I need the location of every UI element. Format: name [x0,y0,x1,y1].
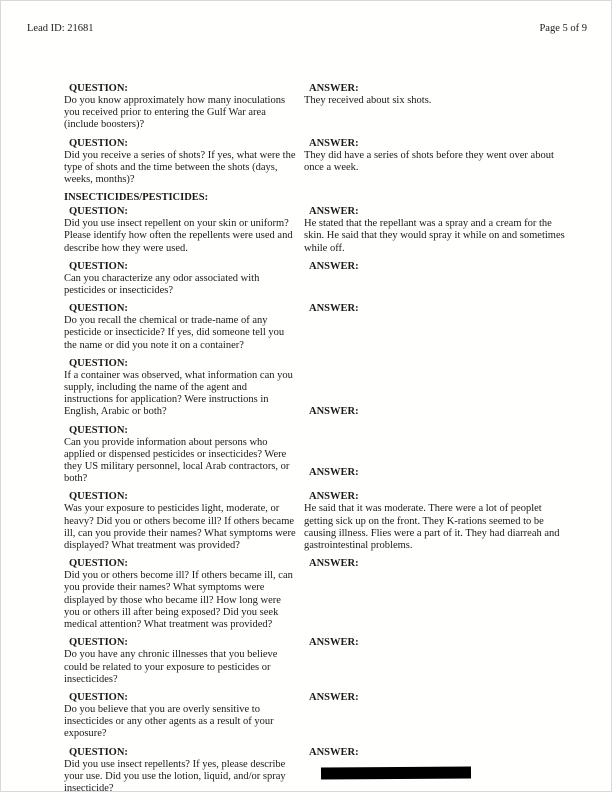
question-label: QUESTION: [69,637,128,649]
question-text: Do you believe that you are overly sensitive to insecticides or any other agents as a result of your exposure? [64,703,274,740]
answer-label: ANSWER: [309,83,359,94]
question-text: Did you or others become ill? If others became ill, can you provide their names? What symptoms were displayed by those who became ill? How long were you or others ill after being exposed? Did you seek medical attention? What treatment was provided? [64,570,293,631]
qa-pair [64,303,583,352]
question-text: Do you know approximately how many inoculations you received prior to entering the Gulf War area (include boosters)? [64,95,286,131]
question-label: QUESTION: [69,83,128,94]
question-text: Do you recall the chemical or trade-name of any pesticide or insecticide? If yes, did someone tell you the name or did you note it on a container? [64,315,285,351]
answer-label: ANSWER: [309,491,359,503]
qa-pair [64,206,583,255]
question-text: If a container was observed, what information can you supply, including the name of the agent and instructions for application? Were instructions in English, Arabic or both? [64,369,293,418]
answer-label: ANSWER: [309,405,359,417]
answer-label: ANSWER: [309,637,359,649]
question-text: Did you receive a series of shots? If yes, what were the type of shots and the time between the shots (days, weeks, months)? [64,149,296,186]
answer-label: ANSWER: [309,466,359,478]
qa-pair [64,491,583,552]
qa-pair [64,558,583,631]
answer-label: ANSWER: [309,691,359,703]
qa-pair [64,138,583,187]
qa-pair [64,637,583,686]
section-header: INSECTICIDES/PESTICIDES: [64,192,209,204]
answer-label: ANSWER: [309,206,359,218]
qa-pair [64,261,583,297]
question-text: Can you provide information about persons who applied or dispensed pesticides or insecticides? Were they US military personnel, local Arab contractors, or both? [64,436,290,485]
question-label: QUESTION: [69,424,128,436]
answer-label: ANSWER: [309,746,359,758]
question-label: QUESTION: [69,491,128,503]
question-text: Did you use insect repellents? If yes, please describe your use. Did you use the lotion, liquid, and/or spray insecticide? [64,758,286,794]
question-label: QUESTION: [69,746,128,758]
question-label: QUESTION: [69,206,128,218]
qa-pair [64,83,583,132]
answer-text: They received about six shots. [304,95,432,106]
qa-pair [64,358,583,419]
question-text: Did you use insect repellent on your skin or uniform? Please identify how often the repellents were used and describe how they were used. [64,218,293,254]
qa-content [64,83,583,801]
question-label: QUESTION: [69,691,128,703]
answer-label: ANSWER: [309,137,359,149]
page-number: Page 5 of 9 [539,23,587,34]
page-header [27,23,587,34]
question-label: QUESTION: [69,357,128,369]
question-label: QUESTION: [69,558,128,570]
question-label: QUESTION: [69,303,128,315]
answer-label: ANSWER: [309,558,359,570]
question-label: QUESTION: [69,260,128,272]
qa-pair [64,425,583,486]
answer-text: He said that it was moderate. There were a lot of peoplet getting sick up on the front. They K-rations seemed to be causing illness. Flies were a part of it. They had diarreah and gastrointestinal problems. [304,503,560,552]
question-text: Do you have any chronic illnesses that you believe could be related to your exposure to pesticides or insecticides? [64,649,278,685]
answer-text: He stated that the repellant was a spray and a cream for the skin. He said that they would spray it while on and sometimes while off. [304,218,565,254]
answer-label: ANSWER: [309,303,359,315]
question-text: Was your exposure to pesticides light, moderate, or heavy? Did you or others become ill? If others became ill, can you provide their names? What symptoms were displayed? What treatment was provided? [64,503,296,552]
question-label: QUESTION: [69,137,128,149]
lead-id: Lead ID: 21681 [27,23,94,34]
question-text: Can you characterize any odor associated with pesticides or insecticides? [64,272,260,297]
answer-label: ANSWER: [309,260,359,272]
redaction-bar [321,766,471,779]
qa-pair [64,692,583,741]
answer-text: They did have a series of shots before they went over about once a week. [304,149,554,173]
